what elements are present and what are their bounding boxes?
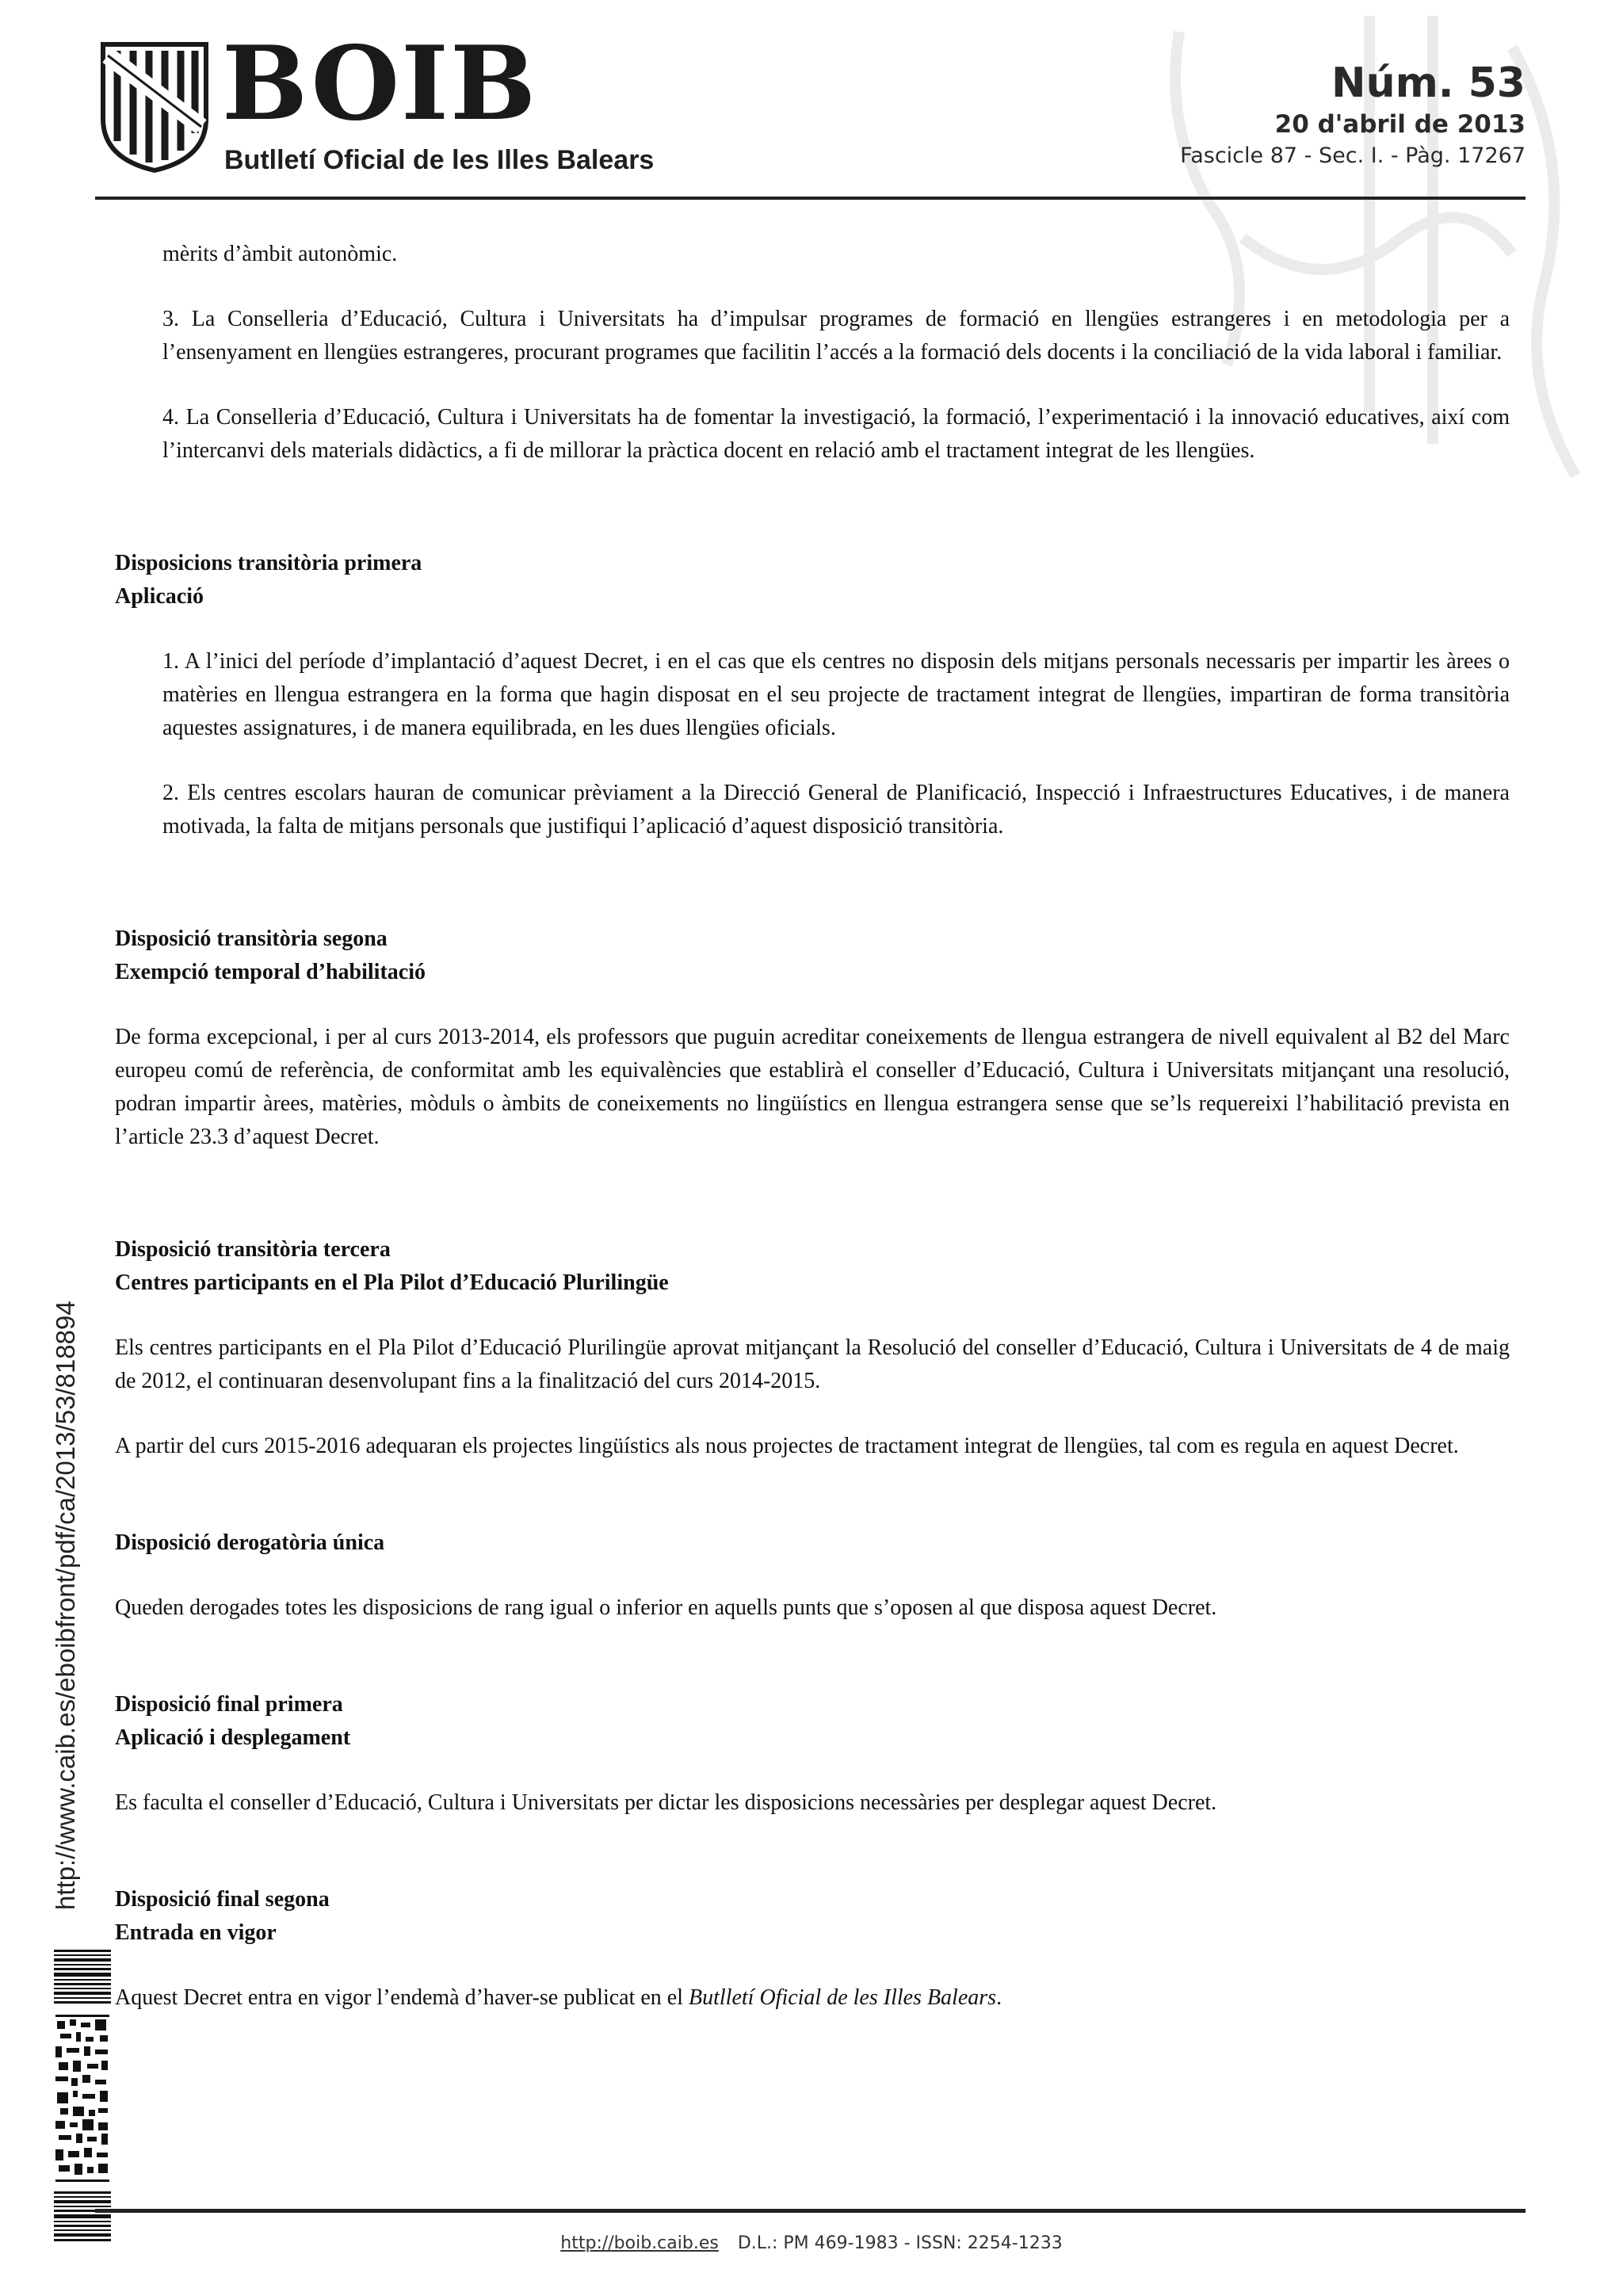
section-subheading: Aplicació i desplegament (115, 1725, 351, 1750)
sidebar-document-url[interactable]: http://www.caib.es/eboibfront/pdf/ca/2013/53/818894 (51, 1301, 80, 1910)
section-paragraph (115, 1981, 1510, 2015)
text-run: . (996, 1985, 1002, 2010)
section-paragraph: A partir del curs 2015-2016 adequaran els projectes lingüístics als nous projectes de tractament integrat de llengües, tal com es regula en aquest Decret. (115, 1434, 1459, 1458)
section-heading: Disposició derogatòria única (115, 1530, 385, 1555)
boib-subtitle: Butlletí Oficial de les Illes Balears (224, 145, 655, 175)
paragraph-intro: mèrits d’àmbit autonòmic. (162, 242, 398, 266)
section-paragraph: Queden derogades totes les disposicions de rang igual o inferior en aquells punts que s’oposen al que disposa aquest Decret. (115, 1595, 1217, 1620)
paragraph-3: 3. La Conselleria d’Educació, Cultura i Universitats ha d’impulsar programes de formació en llengües estrangeres i en metodologia per a l’ensenyament en llengües estrangeres, procurant programes que facilitin l’accés a la formació dels docents i la conciliació de la vida laboral i familiar. (162, 307, 1510, 365)
text-run: Aquest Decret entra en vigor l’endemà d’haver-se publicat en el (115, 1985, 689, 2010)
section-subheading: Centres participants en el Pla Pilot d’Educació Plurilingüe (115, 1270, 669, 1295)
fascicle-info: Fascicle 87 - Sec. I. - Pàg. 17267 (1180, 143, 1526, 168)
page-header (95, 25, 1526, 202)
section-subheading: Exempció temporal d’habilitació (115, 960, 426, 984)
document-body (115, 238, 1510, 2015)
section-subheading: Entrada en vigor (115, 1920, 277, 1945)
section-paragraph: 2. Els centres escolars hauran de comunicar prèviament a la Direcció General de Planificació, Inspecció i Infraestructures Educatives, i de manera motivada, la falta de mitjans personals que justifiqui l’aplicació d’aquest disposició transitòria. (162, 781, 1510, 839)
header-divider (95, 197, 1526, 200)
section-heading: Disposició transitòria segona (115, 926, 388, 951)
section-paragraph: Es faculta el conseller d’Educació, Cultura i Universitats per dictar les disposicions necessàries per desplegar aquest Decret. (115, 1790, 1217, 1815)
boib-coat-of-arms-logo (95, 40, 214, 174)
section-heading: Disposició final segona (115, 1887, 330, 1912)
section-heading: Disposicions transitòria primera (115, 551, 422, 575)
issue-number: Núm. 53 (1331, 59, 1526, 107)
issue-date: 20 d'abril de 2013 (1274, 109, 1526, 139)
section-paragraph: 1. A l’inici del període d’implantació d’aquest Decret, i en el cas que els centres no disposin dels mitjans personals necessaris per impartir les àrees o matèries en llengua estrangera en la forma que hagin disposat en el seu projecte de tractament integrat de llengües, impartiran de forma transitòria aquestes assignatures, i de manera equilibrada, en les dues llengües oficials. (162, 649, 1510, 740)
footer-legal-info: D.L.: PM 469-1983 - ISSN: 2254-1233 (737, 2233, 1063, 2253)
section-subheading: Aplicació (115, 584, 204, 609)
issue-info (1180, 59, 1526, 168)
page-footer (0, 2233, 1623, 2253)
section-heading: Disposició final primera (115, 1692, 343, 1717)
gazette-title-italic: Butlletí Oficial de les Illes Balears (689, 1985, 997, 2010)
paragraph-4: 4. La Conselleria d’Educació, Cultura i Universitats ha de fomentar la investigació, la formació, l’experimentació i la innovació educatives, així com l’intercanvi dels materials didàctics, a fi de millorar la pràctica docent en relació amb el tractament integrat de les llengües. (162, 405, 1510, 463)
boib-brand-title: BOIB (222, 25, 538, 143)
section-paragraph: De forma excepcional, i per al curs 2013-2014, els professors que puguin acreditar coneixements de llengua estrangera de nivell equivalent al B2 del Marc europeu comú de referència, de conformitat amb les equivalències que establirà el conseller d’Educació, Cultura i Universitats mitjançant una resolució, podran impartir àrees, matèries, mòduls o àmbits de coneixements no lingüístics en llengua estrangera sense que se’ls requereixi l’habilitació prevista en l’article 23.3 d’aquest Decret. (115, 1025, 1510, 1149)
barcode-icon (54, 1950, 111, 2243)
footer-divider (95, 2209, 1526, 2213)
footer-boib-link[interactable]: http://boib.caib.es (560, 2233, 719, 2253)
section-heading: Disposició transitòria tercera (115, 1237, 391, 1262)
section-paragraph: Els centres participants en el Pla Pilot d’Educació Plurilingüe aprovat mitjançant la Resolució del conseller d’Educació, Cultura i Universitats de 4 de maig de 2012, el continuaran desenvolupant fins a la finalització del curs 2014-2015. (115, 1335, 1510, 1393)
